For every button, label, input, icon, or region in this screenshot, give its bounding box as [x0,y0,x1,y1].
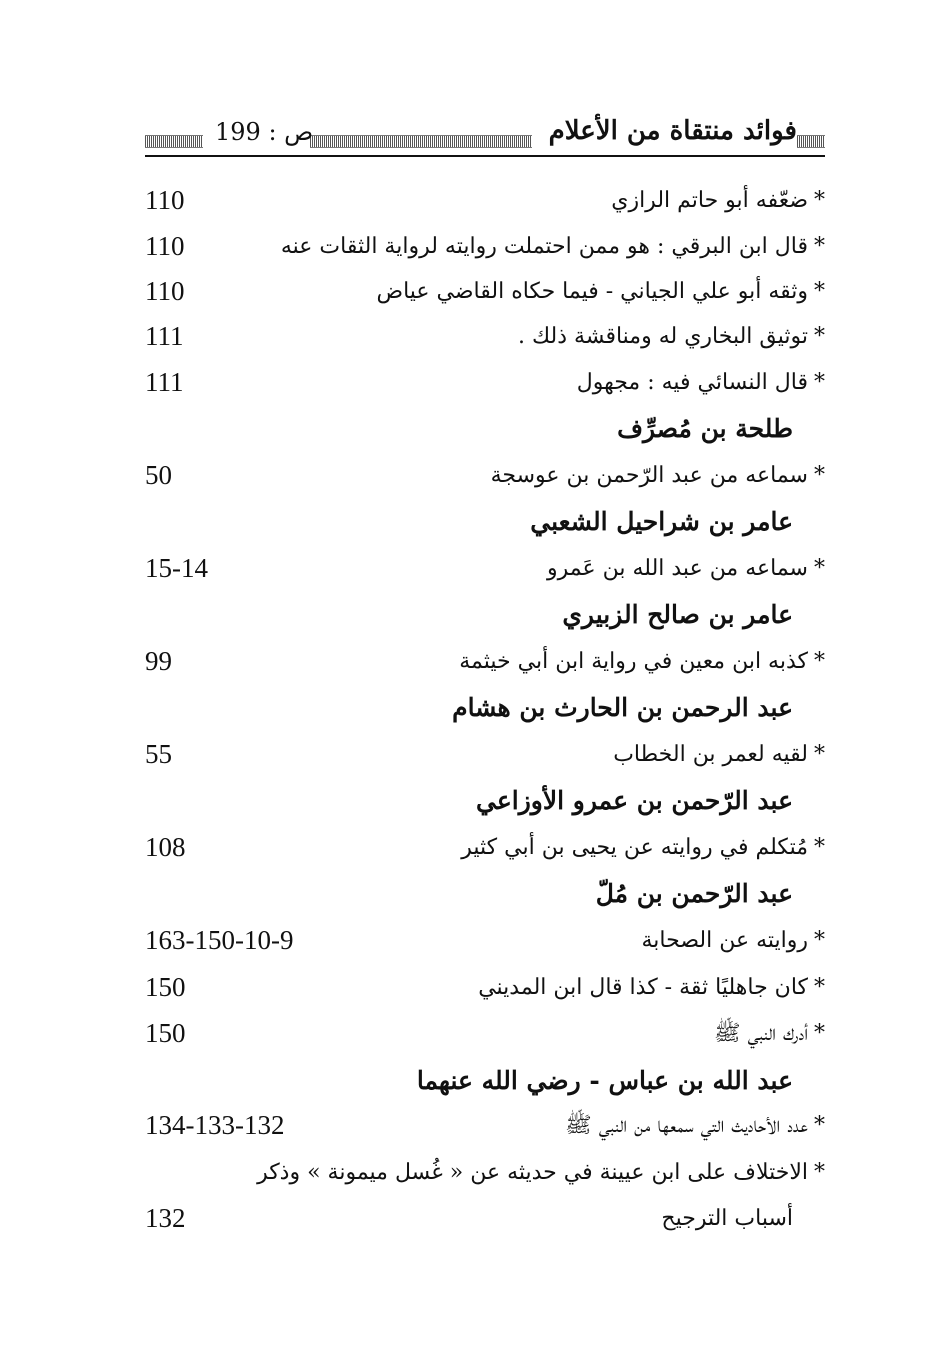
entry-text [478,965,825,1011]
bullet-asterisk: * [814,975,825,1000]
entry-label: كذبه ابن معين في رواية ابن أبي خيثمة [459,649,808,674]
page-reference: 110 [145,276,185,306]
entry-text [518,314,825,360]
bullet-asterisk: * [814,1113,825,1138]
index-entry-row [140,224,825,270]
entry-label: قال النسائي فيه : مجهول [576,370,808,395]
page-reference: 150 [145,972,186,1002]
narrator-name: عبد الرحمن بن الحارث بن هشام [452,693,793,722]
entry-text [461,825,825,871]
index-name-heading [140,592,825,638]
entry-text [613,732,825,778]
header-ornament-right [797,135,825,148]
entry-continuation [661,1196,793,1242]
page-reference: 108 [145,832,186,862]
entry-text [459,639,825,685]
entry-text [611,178,825,224]
page-reference: 150 [145,1018,186,1048]
index-entry-row [140,453,825,499]
entry-text [491,453,825,499]
bullet-asterisk: * [814,370,825,395]
index-entry-row [140,546,825,592]
index-entry-row [140,269,825,315]
entry-label: قال ابن البرقي : هو ممن احتملت روايته لرواية الثقات عنه [280,234,808,259]
bullet-asterisk: * [814,928,825,953]
bullet-asterisk: * [814,188,825,213]
entry-label: لقيه لعمر بن الخطاب [613,742,808,767]
page-reference: 163-150-10-9 [145,925,294,955]
bullet-asterisk: * [814,556,825,581]
entry-text [577,360,825,406]
index-name-heading [140,778,825,824]
entry-label: ضعّفه أبو حاتم الرازي [611,188,808,213]
header-page-number: ص : 199 [215,118,314,146]
bullet-asterisk: * [814,234,825,259]
page-reference: 111 [145,367,184,397]
index-entry-row [140,1011,825,1057]
page-reference: 134-133-132 [145,1110,285,1140]
page-reference: 132 [145,1203,186,1233]
narrator-name: عبد الرّحمن بن مُلّ [595,879,793,908]
entry-text [281,224,825,270]
narrator-name: عبد الرّحمن بن عمرو الأوزاعي [476,786,793,815]
bullet-asterisk: * [814,463,825,488]
entry-text [714,1011,825,1057]
entry-text [257,1150,825,1196]
entry-label: عدد الأحاديث التي سمعها من النبي ﷺ [565,1113,808,1138]
header-rule [145,155,825,157]
index-entry-row [140,360,825,406]
narrator-name: عامر بن صالح الزبيري [562,600,793,629]
entry-label: مُتكلم في روايته عن يحيى بن أبي كثير [461,835,808,860]
entry-label: توثيق البخاري له ومناقشة ذلك . [518,324,808,349]
bullet-asterisk: * [814,835,825,860]
entry-label: كان جاهليًا ثقة - كذا قال ابن المديني [478,975,808,1000]
index-name-heading [140,406,825,452]
entry-text [642,918,826,964]
running-header [145,118,825,152]
narrator-name: طلحة بن مُصرِّف [617,414,793,443]
index-name-heading [140,871,825,917]
page-reference: 50 [145,460,172,490]
index-name-heading [140,1058,825,1104]
index-entry-row [140,918,825,964]
index-entry-row [140,639,825,685]
bullet-asterisk: * [814,279,825,304]
index-entry-row [140,825,825,871]
header-ornament-left [145,135,203,148]
narrator-name: عامر بن شراحيل الشعبي [530,507,793,536]
entry-label: أدرك النبي ﷺ [714,1021,808,1046]
bullet-asterisk: * [814,649,825,674]
bullet-asterisk: * [814,742,825,767]
entry-text [547,546,825,592]
entry-label: روايته عن الصحابة [641,928,808,953]
page-reference: 99 [145,646,172,676]
index-name-heading [140,499,825,545]
page-reference: 55 [145,739,172,769]
bullet-asterisk: * [814,1021,825,1046]
page-reference: 15-14 [145,553,208,583]
narrator-name: عبد الله بن عباس - رضي الله عنهما [416,1066,793,1095]
page-reference: 110 [145,231,185,261]
entry-label: سماعه من عبد الله بن عَمرو [547,556,808,581]
header-title: فوائد منتقاة من الأعلام [548,116,797,146]
index-entry-row [140,314,825,360]
entry-label: أسباب الترجيح [661,1206,793,1231]
entry-label: الاختلاف على ابن عيينة في حديثه عن « غُسل ميمونة » وذكر [257,1160,808,1185]
entry-label: سماعه من عبد الرّحمن بن عوسجة [490,463,808,488]
header-ornament-middle [310,135,532,148]
index-name-heading [140,685,825,731]
entry-label: وثقه أبو علي الجياني - فيما حكاه القاضي عياض [376,279,808,304]
page-reference: 111 [145,321,184,351]
bullet-asterisk: * [814,1160,825,1185]
index-entry-row [140,965,825,1011]
index-entry-row [140,732,825,778]
index-entry-row [140,1196,825,1242]
page-reference: 110 [145,185,185,215]
entry-text [565,1103,825,1149]
index-entry-row [140,1150,825,1196]
index-entry-row [140,178,825,224]
index-entry-row [140,1103,825,1149]
entry-text [376,269,825,315]
bullet-asterisk: * [814,324,825,349]
